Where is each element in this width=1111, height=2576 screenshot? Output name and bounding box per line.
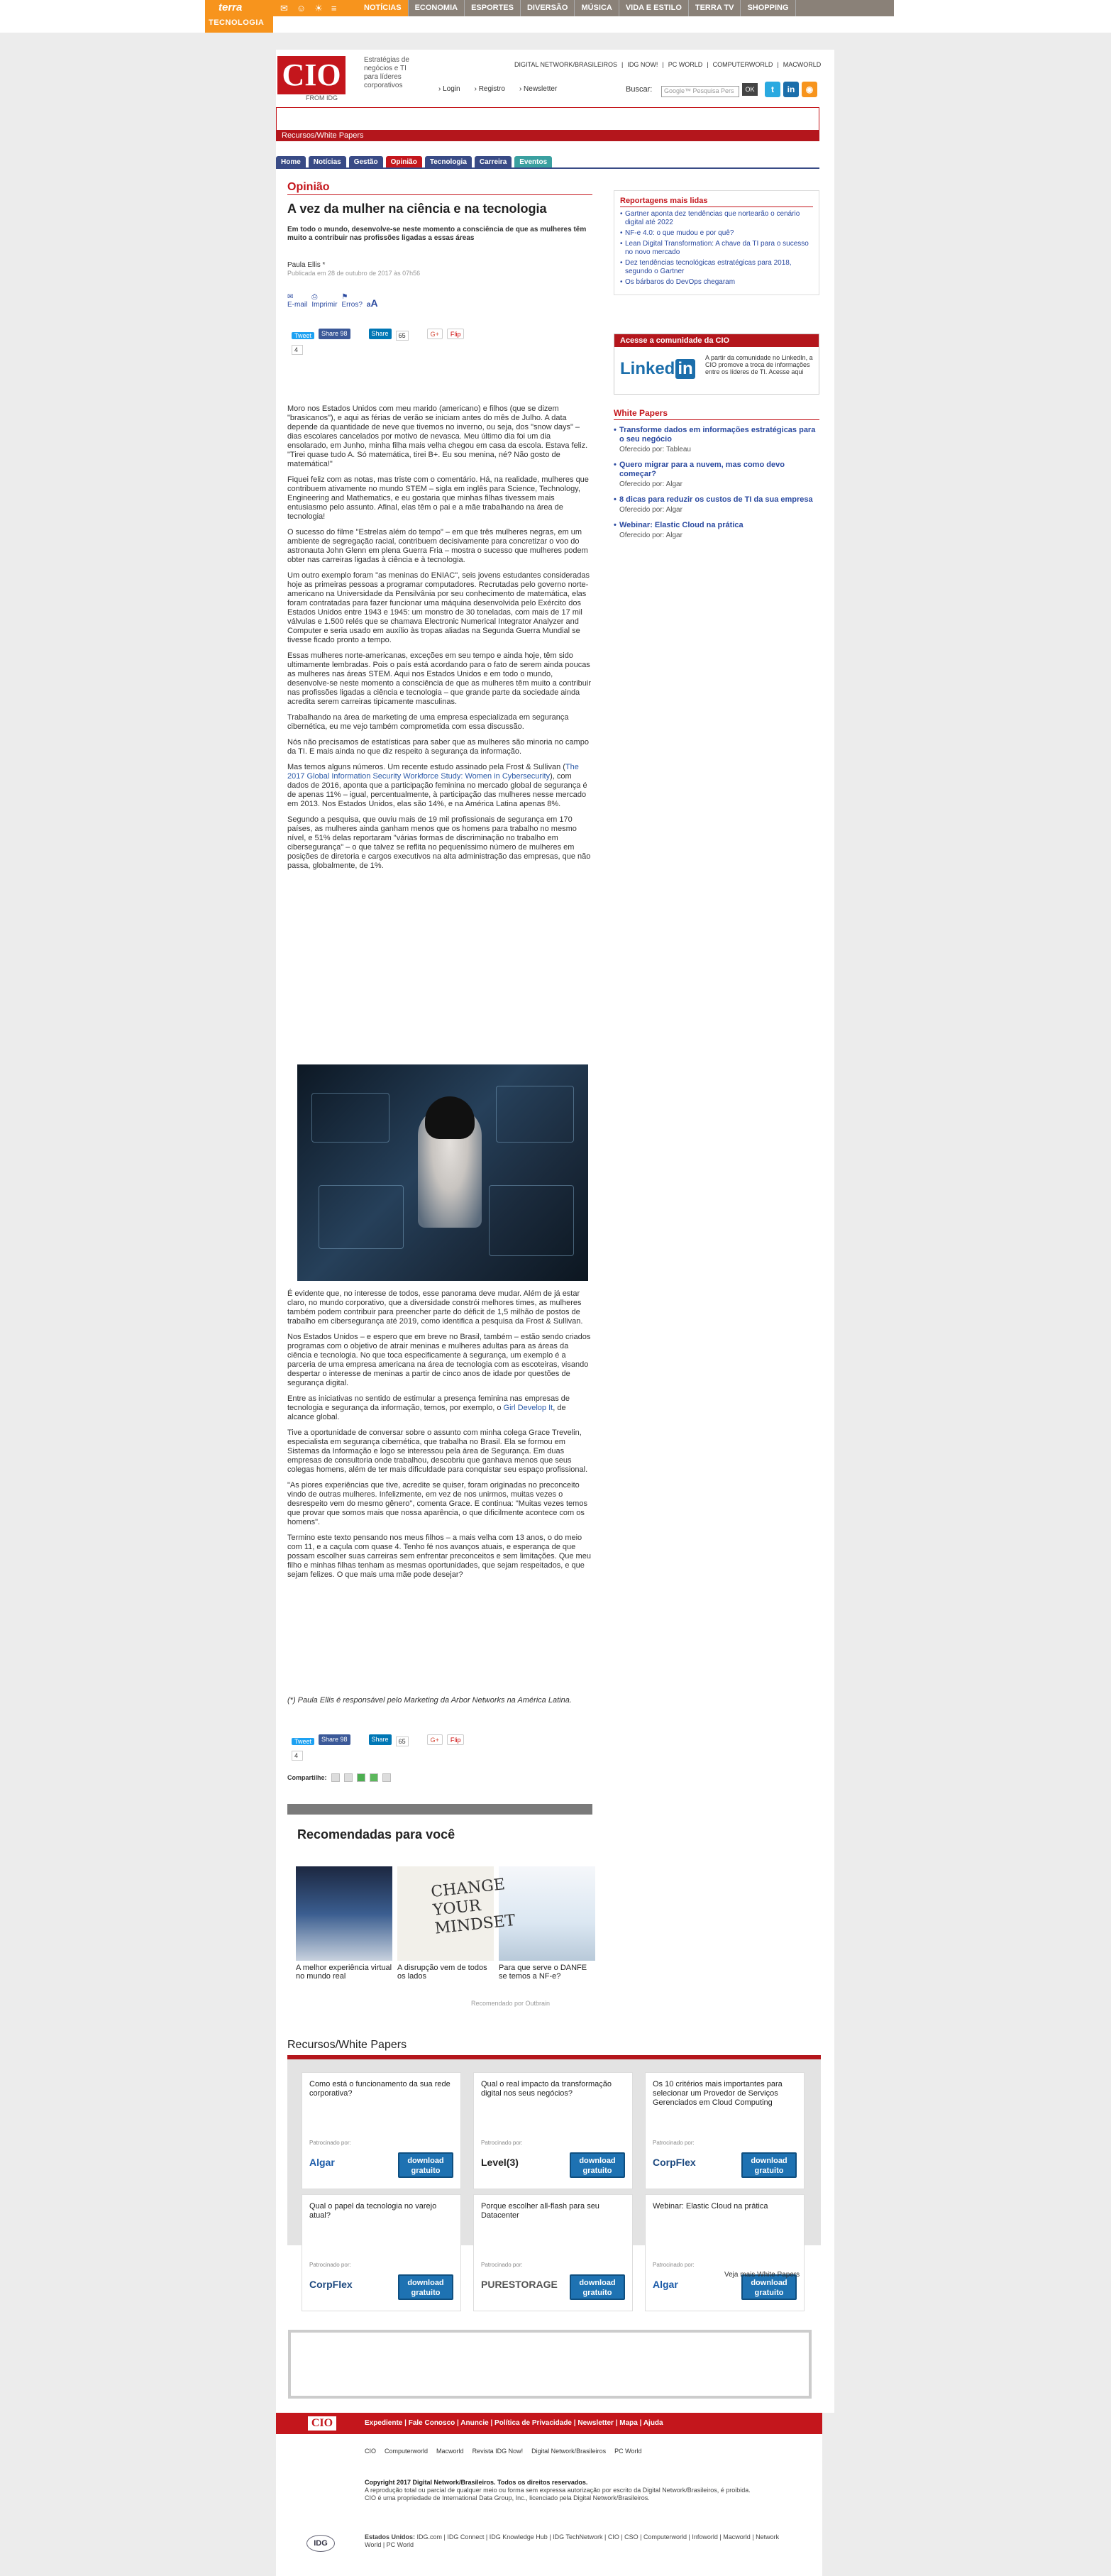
footer-site-link[interactable]: Computerworld (385, 2448, 429, 2455)
white-papers-title: White Papers (614, 408, 819, 420)
network-link[interactable]: MACWORLD (783, 61, 822, 68)
white-paper-question[interactable]: Webinar: Elastic Cloud na prática (653, 2202, 768, 2211)
most-read-item[interactable]: • Dez tendências tecnológicas estratégicas para 2018, segundo o Gartner (620, 259, 813, 276)
newsletter-link[interactable]: › Newsletter (519, 85, 558, 93)
paragraph: É evidente que, no interesse de todos, esse panorama deve mudar. Além de já estar claro, no mundo corporativo, que a diversidade constrói melhores times, as mulheres também podem contribuir para preencher parte do déficit de 1,5 milhão de postos de trabalho em cibersegurança até 2019, como identifica a pesquisa da Frost & Sullivan. (287, 1289, 583, 1326)
white-paper-item[interactable] (614, 521, 819, 539)
mail-icon[interactable]: ✉ (280, 2, 288, 13)
white-paper-item[interactable] (614, 495, 819, 514)
sponsor-label: Patrocinado por: (481, 2140, 523, 2146)
article-body-continued (287, 1289, 592, 1586)
terra-section: TECNOLOGIA (209, 18, 265, 27)
recommended-divider (287, 1804, 592, 1815)
white-paper-card[interactable] (645, 2194, 805, 2311)
most-read-item[interactable]: • Lean Digital Transformation: A chave da TI para o sucesso no novo mercado (620, 240, 813, 257)
sponsor-logo: Level(3) (481, 2157, 519, 2168)
menu-divider (276, 167, 819, 169)
site-header (276, 50, 834, 106)
sponsor-label: Patrocinado por: (653, 2140, 695, 2146)
linkedin-share-button[interactable]: Share (369, 329, 392, 339)
article-lead: Em todo o mundo, desenvolve-se neste momento a consciência de que as mulheres têm muito a contribuir nas profissões ligadas a essas áreas (287, 226, 587, 242)
paragraph: Segundo a pesquisa, que ouviu mais de 19 mil profissionais de segurança em 170 países, as mulheres ainda ganham menos que os homens para trabalho no mesmo nível, e 51% delas reportaram "várias formas de discriminação no trabalho em cibersegurança" – o que talvez se reflita no pequeníssimo número de mulheres em posições de diretoria e cargos executivos na alta administração das empresas, que não passa, globalmente, de 1%. (287, 815, 591, 870)
recommended-caption: Para que serve o DANFE se temos a NF-e? (499, 1964, 587, 1981)
sponsor-logo: Algar (653, 2279, 678, 2290)
footer-site-link[interactable]: Macworld (436, 2448, 464, 2455)
most-read-item[interactable]: • Gartner aponta dez tendências que nortearão o cenário digital até 2022 (620, 210, 813, 227)
white-paper-question[interactable]: Qual o real impacto da transformação digital nos seus negócios? (481, 2080, 612, 2098)
menu-item[interactable]: Gestão (349, 156, 383, 168)
article-body (287, 404, 592, 877)
white-paper-card[interactable] (302, 2194, 461, 2311)
paragraph: Nos Estados Unidos – e espero que em breve no Brasil, também – estão sendo criados programas com o objetivo de atrair meninas e mulheres adultas para as áreas da ciência e tecnologia. No que toca especificamente à segurança, um exemplo é a parceria de uma empresa americana na área de tecnologia com as escoteiras, visando despertar o interesse de meninas a partir de cinco anos de idade por questões de segurança digital. (287, 1333, 591, 1387)
terra-logo: terra (219, 1, 243, 13)
email-tool[interactable]: ✉ E-mail (287, 293, 308, 309)
sponsor-label: Patrocinado por: (653, 2262, 695, 2268)
sponsor-logo: CorpFlex (653, 2157, 696, 2168)
footer-ad (288, 2330, 812, 2399)
section-label: Opinião (287, 181, 330, 193)
network-link[interactable]: COMPUTERWORLD (712, 61, 773, 68)
tweet-button[interactable]: Tweet (292, 1738, 314, 1745)
footer-site-link[interactable]: Digital Network/Brasileiros (531, 2448, 607, 2455)
download-button[interactable]: download gratuito (398, 2274, 453, 2300)
menu-item[interactable]: Eventos (514, 156, 552, 168)
footer-site-link[interactable]: CIO (365, 2448, 377, 2455)
print-icon[interactable] (382, 1773, 391, 1782)
site-footer (276, 2413, 822, 2576)
resources-title: Recursos/White Papers (287, 2039, 407, 2051)
twitter-icon[interactable]: t (765, 82, 780, 97)
linkedin-community-box (614, 334, 819, 395)
terra-nav-item[interactable]: TERRA TV (689, 0, 741, 16)
study-link[interactable]: The 2017 Global Information Security Workforce Study: Women in Cybersecurity (287, 763, 579, 781)
article-date: Publicada em 28 de outubro de 2017 às 07h56 (287, 270, 421, 277)
footer-copyright: Copyright 2017 Digital Network/Brasileiros. Todos os direitos reservados. A reprodução total ou parcial de qualquer meio ou forma sem expressa autorização por escrito da Digital Network/Brasileiros, é proibida. CIO é uma propriedade de International Data Group, Inc., licenciado pela Digital Network/Brasileiros. (365, 2479, 751, 2501)
linkedin-share-count: 65 (396, 1736, 409, 1746)
most-read-box (614, 190, 819, 295)
share-bar-top (292, 329, 593, 353)
article-title: A vez da mulher na ciência e na tecnologia (287, 202, 547, 216)
terra-nav-item[interactable]: VIDA E ESTILO (619, 0, 689, 16)
white-paper-card[interactable] (473, 2072, 633, 2189)
white-paper-card[interactable] (302, 2072, 461, 2189)
white-paper-sponsor: Oferecido por: Tableau (619, 446, 691, 453)
network-links: DIGITAL NETWORK/BRASILEIROS | IDG NOW! | PC WORLD | COMPUTERWORLD | MACWORLD (514, 61, 822, 68)
footer-site-link[interactable]: Revista IDG Now! (472, 2448, 524, 2455)
flipboard-button[interactable]: Flip (447, 329, 465, 339)
sponsor-logo: CorpFlex (309, 2279, 353, 2290)
white-paper-title[interactable]: • Webinar: Elastic Cloud na prática (614, 521, 819, 530)
flipboard-button[interactable]: Flip (447, 1734, 465, 1745)
share-bar-bottom (292, 1734, 593, 1758)
footer-us-sites: Estados Unidos: IDG.com | IDG Connect | IDG Knowledge Hub | IDG TechNetwork | CIO | CSO | Computerworld | Infoworld | Macworld | Network World | PC World (365, 2533, 780, 2548)
errors-tool[interactable]: ⚑ Erros? (341, 293, 363, 309)
sponsor-logo: Algar (309, 2157, 335, 2168)
recommended-image: CHANGE YOUR MINDSET (397, 1866, 494, 1961)
download-button[interactable]: download gratuito (398, 2152, 453, 2178)
section-divider (287, 194, 592, 195)
download-button[interactable]: download gratuito (570, 2152, 625, 2178)
paragraph: Mas temos alguns números. Um recente estudo assinado pela Frost & Sullivan (The 2017 Global Information Security Workforce Study: Women in Cybersecurity), com dados de 2016, aponta que a participação feminina no mercado global de segurança é de apenas 11% – igual, percentualmente, à participação das mulheres nesse mercado em 2013. Nos Estados Unidos, elas são 14%, e na América Latina apenas 8%. (287, 763, 587, 808)
author-signature: (*) Paula Ellis é responsável pelo Marketing da Arbor Networks na América Latina. (287, 1696, 572, 1705)
whatsapp-icon[interactable] (357, 1773, 365, 1782)
most-read-title: Reportagens mais lidas (620, 197, 813, 207)
download-button[interactable]: download gratuito (741, 2152, 797, 2178)
menu-item[interactable]: Opinião (386, 156, 422, 168)
white-paper-card[interactable] (473, 2194, 633, 2311)
most-read-item[interactable]: • Os bárbaros do DevOps chegaram (620, 278, 813, 287)
community-title: Acesse a comunidade da CIO (614, 334, 819, 347)
network-link[interactable]: DIGITAL NETWORK/BRASILEIROS (514, 61, 618, 68)
linkedin-share-count: 65 (396, 331, 409, 341)
sponsor-label: Patrocinado por: (309, 2262, 351, 2268)
white-paper-question[interactable]: Porque escolher all-flash para seu Datacenter (481, 2202, 599, 2220)
cio-logo[interactable]: CIO (277, 56, 346, 94)
article-tools (287, 293, 378, 309)
paragraph: Tive a oportunidade de conversar sobre o assunto com minha colega Grace Trevelin, especialista em segurança cibernética, que trabalha no Brasil. Ela se formou em Sistemas da Informação e logo se interessou pela área de Segurança. Em duas empresas de consultoria onde trabalhou, descobriu que ganhava menos que seus colegas homens, além de ter mais dificuldade para conquistar seu espaço profissional. (287, 1429, 588, 1474)
recommended-card[interactable] (397, 1866, 516, 1981)
share-icons-row (287, 1773, 391, 1782)
paragraph: Essas mulheres norte-americanas, exceções em seu tempo e ainda hoje, têm sido ultimamente lembradas. Pois o país está acordando para o fato de serem ainda poucas as mulheres nas áreas STEM. Aqui nos Estados Unidos e em todo o mundo, desenvolve-se neste momento a consciência de que as mulheres têm muito a contribuir nas profissões ligadas a ciência e tecnologia – que grande parte da sociedade ainda acredita serem carreiras tipicamente masculinas. (287, 651, 592, 706)
terra-icons (273, 0, 358, 16)
recommended-title: Recomendadas para você (297, 1827, 455, 1842)
paragraph: Entre as iniciativas no sentido de estimular a presença feminina nas empresas de tecnologia e segurança da informação, temos, por exemplo, o Girl Develop It, de alcance global. (287, 1394, 570, 1421)
gplus-button[interactable]: G+ (427, 1734, 443, 1745)
white-paper-item[interactable] (614, 426, 819, 453)
recommended-list (296, 1866, 595, 1981)
facebook-share-button[interactable]: Share 98 (319, 1734, 350, 1745)
footer-links[interactable]: Expediente | Fale Conosco | Anuncie | Política de Privacidade | Newsletter | Mapa | Ajuda (365, 2419, 663, 2427)
white-paper-sponsor: Oferecido por: Algar (619, 532, 682, 539)
white-paper-sponsor: Oferecido por: Algar (619, 480, 682, 488)
digg-icon[interactable] (344, 1773, 353, 1782)
tweet-button[interactable]: Tweet (292, 332, 314, 339)
chat-icon[interactable]: ☺ (296, 3, 306, 13)
white-paper-question[interactable]: Qual o papel da tecnologia no varejo atual? (309, 2202, 437, 2220)
terra-nav-item[interactable]: DIVERSÃO (521, 0, 575, 16)
share-label: Compartilhe: (287, 1774, 327, 1781)
recommended-image (296, 1866, 392, 1961)
paragraph: Trabalhando na área de marketing de uma empresa especializada em segurança cibernética, eu me vejo também comprometida com essa discussão. (287, 713, 569, 731)
terra-logo-block[interactable] (205, 0, 273, 33)
login-link[interactable]: › Login (438, 85, 460, 93)
terra-nav-item[interactable]: ESPORTES (465, 0, 521, 16)
recommended-caption: A disrupção vem de todos os lados (397, 1964, 487, 1981)
recommended-caption: A melhor experiência virtual no mundo real (296, 1964, 392, 1981)
facebook-share-button[interactable]: Share 98 (319, 329, 350, 339)
most-read-item[interactable]: • NF-e 4.0: o que mudou e por quê? (620, 229, 813, 238)
main-menu (276, 156, 552, 168)
white-paper-item[interactable] (614, 461, 819, 488)
terra-nav-item[interactable]: NOTÍCIAS (358, 0, 409, 16)
tweet-count: 4 (292, 1751, 303, 1761)
girl-develop-it-link[interactable]: Girl Develop It (503, 1404, 553, 1412)
paragraph: Fiquei feliz com as notas, mas triste com o comentário. Há, na realidade, mulheres que contribuem ativamente no mundo STEM – sigla em inglês para Science, Technology, Engineering and Mathematics, e eu gostaria que minhas filhas tivessem mais entusiasmo pelo assunto. Afinal, elas têm o pai e a mãe trabalhando na área de tecnologia! (287, 475, 589, 521)
linkedin-logo[interactable]: Linked in (620, 359, 695, 379)
terra-nav-item[interactable]: MÚSICA (575, 0, 619, 16)
sponsor-label: Patrocinado por: (309, 2140, 351, 2146)
tagline: Estratégias de negócios e TI para líderes corporativos (364, 56, 409, 89)
paragraph: Termino este texto pensando nos meus filhos – a mais velha com 13 anos, o do meio com 11, e a caçula com quase 4. Tenho fé nos avanços atuais, e esperança de que possam escolher suas carreiras sem enfrentar preconceitos e sem limitações. Que meu filho e minhas filhas tenham as mesmas oportunidades, que sejam respeitados, e que sejam felizes. O que mais uma mãe pode desejar? (287, 1534, 591, 1579)
menu-item[interactable]: Carreira (475, 156, 512, 168)
article-author: Paula Ellis * (287, 261, 326, 269)
from-idg: FROM IDG (306, 94, 338, 101)
paragraph: Um outro exemplo foram "as meninas do ENIAC", seis jovens estudantes consideradas hoje as primeiras pessoas a programar computadores. Recrutadas pelo governo norte-americano na Universidade da Pensilvânia por seu conhecimento de matemática, elas foram contratadas para fazer funcionar uma máquina desenvolvida pelo Exército dos Estados Unidos entre 1943 e 1945: um monstro de 30 toneladas, com mais de 17 mil válvulas e 1.500 relés que se chamava Electronic Numerical Integrator Analyzer and Computer e seria usado em auxílio às tropas aliadas na Segunda Guerra Mundial se tivesse ficado pronto a tempo. (287, 571, 590, 644)
recommended-card[interactable] (296, 1866, 392, 1981)
community-text: A partir da comunidade no LinkedIn, a CIO promove a troca de informações entre os líderes de TI. Acesse aqui (705, 354, 813, 375)
gplus-button[interactable]: G+ (427, 329, 443, 339)
footer-cio-logo[interactable]: CIO (308, 2416, 336, 2431)
terra-nav-item[interactable]: SHOPPING (741, 0, 795, 16)
paragraph: "As piores experiências que tive, acredite se quiser, foram originadas no preconceito vindo de outras mulheres. Infelizmente, em vez de nos unirmos, muitas vezes o desrespeito vem do mesmo gênero", comenta Grace. E continua: "Muitas vezes temos que provar que somos mais que nossa aparência, o que dificilmente acontece com os homens". (287, 1481, 587, 1526)
menu-item[interactable]: Tecnologia (425, 156, 472, 168)
menu-item[interactable]: Home (276, 156, 306, 168)
page-container (276, 50, 834, 2413)
footer-bar (276, 2413, 822, 2434)
sponsor-logo: PURESTORAGE (481, 2279, 558, 2290)
search-button[interactable]: OK (742, 83, 758, 96)
search-input[interactable]: Google™ Pesquisa Pers (661, 86, 739, 97)
white-paper-question[interactable]: Como está o funcionamento da sua rede corporativa? (309, 2080, 451, 2098)
font-size-icon[interactable]: aA (366, 297, 378, 309)
paragraph: O sucesso do filme "Estrelas além do tempo" – em que três mulheres negras, em um ambiente de segregação racial, contribuem decisivamente para concretizar o voo do astronauta John Glenn em plena Guerra Fria – mostra o sucesso que mulheres podem obter nas carreiras ligadas à ciência e à tecnologia. (287, 528, 588, 564)
footer-sites (365, 2448, 641, 2455)
sponsor-label: Patrocinado por: (481, 2262, 523, 2268)
paragraph: Nós não precisamos de estatísticas para saber que as mulheres são minoria no campo da TI. E mais ainda no que diz respeito à segurança da informação. (287, 738, 589, 756)
menu-item[interactable]: Notícias (309, 156, 346, 168)
account-links (438, 85, 557, 93)
social-icons (765, 82, 817, 97)
download-button[interactable]: download gratuito (741, 2274, 797, 2300)
idg-logo[interactable]: IDG (306, 2535, 335, 2552)
tweet-count: 4 (292, 345, 303, 355)
add-icon[interactable] (370, 1773, 378, 1782)
article-image (297, 1064, 588, 1281)
ad-banner (276, 107, 819, 131)
terra-nav-item[interactable]: ECONOMIA (409, 0, 465, 16)
network-link[interactable]: IDG NOW! (627, 61, 658, 68)
register-link[interactable]: › Registro (474, 85, 505, 93)
download-button[interactable]: download gratuito (570, 2274, 625, 2300)
linkedin-icon[interactable]: in (783, 82, 799, 97)
white-paper-title[interactable]: • Transforme dados em informações estratégicas para o seu negócio (614, 426, 819, 444)
linkedin-share-button[interactable]: Share (369, 1734, 392, 1745)
menu-icon[interactable]: ≡ (331, 3, 337, 13)
white-paper-sponsor: Oferecido por: Algar (619, 506, 682, 514)
network-link[interactable]: PC WORLD (668, 61, 703, 68)
delicious-icon[interactable] (331, 1773, 340, 1782)
print-tool[interactable]: ⎙ Imprimir (311, 293, 338, 309)
white-paper-question[interactable]: Os 10 critérios mais importantes para selecionar um Provedor de Serviços Gerenciados em Cloud Computing (653, 2080, 783, 2107)
breadcrumb-bar[interactable]: Recursos/White Papers (276, 130, 819, 141)
rss-icon[interactable]: ◉ (802, 82, 817, 97)
footer-site-link[interactable]: PC World (614, 2448, 642, 2455)
terra-nav (358, 0, 894, 16)
weather-icon[interactable]: ☀ (314, 2, 323, 13)
white-paper-card[interactable] (645, 2072, 805, 2189)
paragraph: Moro nos Estados Unidos com meu marido (americano) e filhos (que se dizem "brasicanos"), e aqui as férias de verão se iniciam antes do mês de Julho. A data depende da quantidade de neve que tivemos no inverno, ou seja, dos "snow days" – dias escolares cancelados por motivo de nevasca. Meu último dia foi um dia ensolarado, em Junho, minha filha mais velha chegou em casa da escola. Estava feliz. "Tirei quase tudo A. Só matemática, tirei B+. Eu sou menina, né? Não gosto de matemática!" (287, 404, 588, 468)
white-paper-title[interactable]: • Quero migrar para a nuvem, mas como devo começar? (614, 461, 819, 479)
search-label: Buscar: (626, 85, 653, 94)
top-bar (0, 0, 1111, 33)
more-white-papers-link[interactable]: Veja mais White Papers (724, 2271, 800, 2279)
white-paper-title[interactable]: • 8 dicas para reduzir os custos de TI da sua empresa (614, 495, 819, 505)
white-papers-sidebar (614, 408, 819, 546)
outbrain-credit[interactable]: Recomendado por Outbrain (471, 2000, 551, 2007)
